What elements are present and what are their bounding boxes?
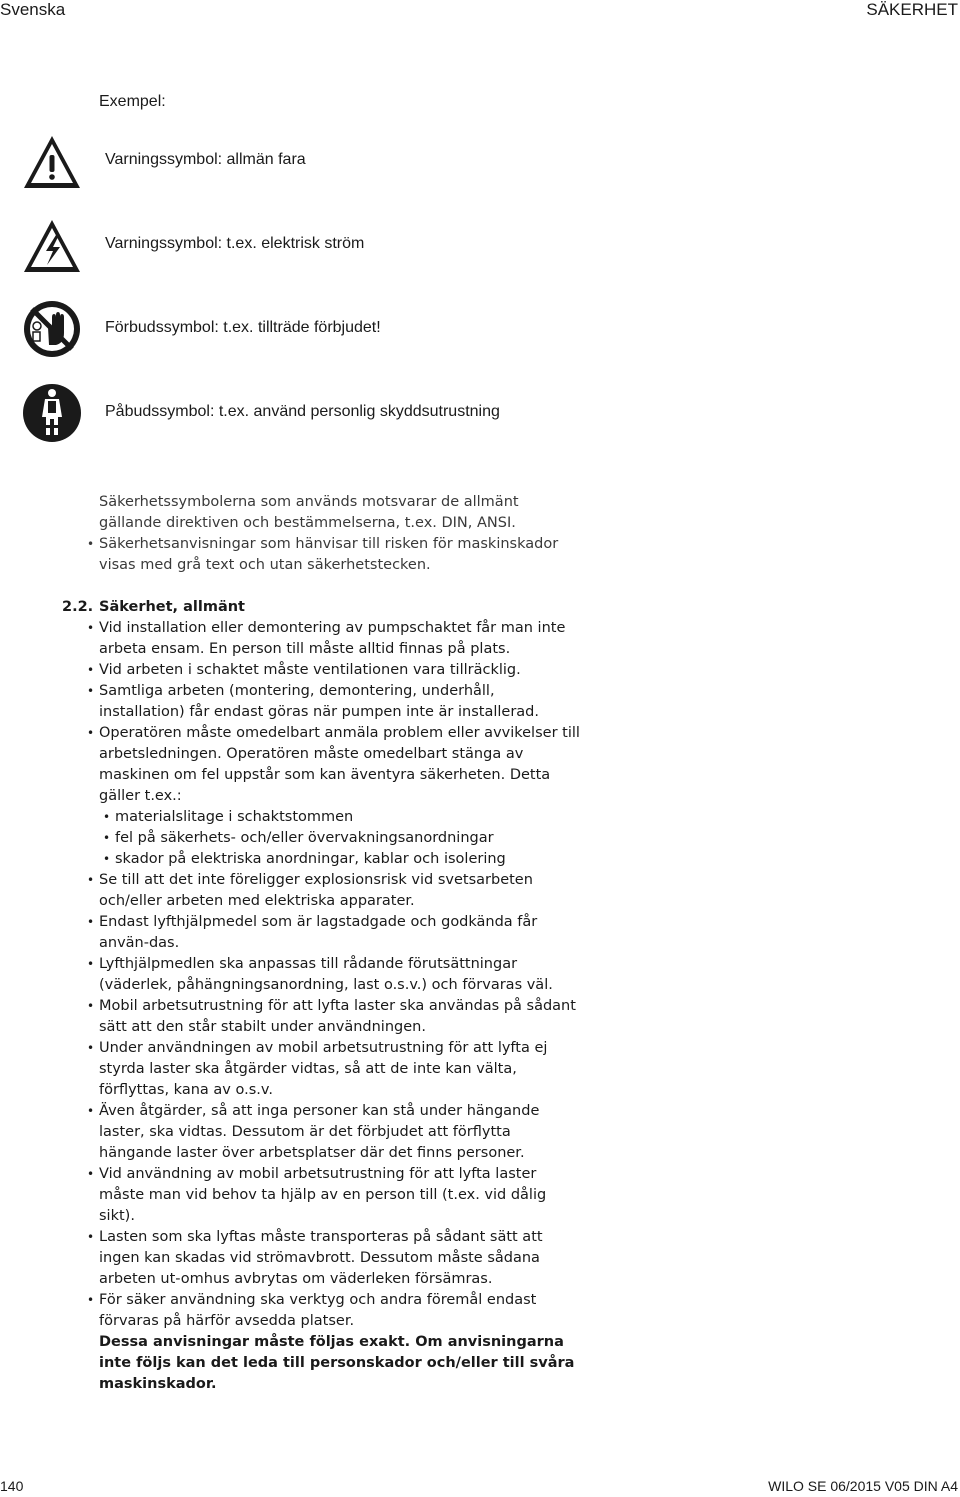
list-item: • Lasten som ska lyftas måste transporteras på sådant sätt att ingen kan skadas vid strömavbrott. Dessutom måste sådana arbeten ut-omhus avbrytas om väderleken försämras. — [99, 1227, 582, 1290]
symbol-label-no-access: Förbudssymbol: t.ex. tillträde förbjudet! — [105, 319, 381, 336]
intro-bullet-text: Säkerhetsanvisningar som hänvisar till risken för maskinskador visas med grå text och utan säkerhetstecken. — [99, 536, 559, 573]
list-item: • Endast lyfthjälpmedel som är lagstadgade och godkända får använ-das. — [99, 912, 582, 954]
list-item: • Se till att det inte föreligger explosionsrisk vid svetsarbeten och/eller arbeten med elektriska apparater. — [99, 870, 582, 912]
sub-list-item: • skador på elektriska anordningar, kablar och isolering — [115, 849, 582, 870]
page-number: 140 — [0, 1478, 24, 1494]
no-access-icon — [22, 299, 82, 359]
section-heading — [62, 597, 582, 618]
list-item: • Lyfthjälpmedlen ska anpassas till rådande förutsättningar (väderlek, påhängningsanordning, last o.s.v.) och förvaras väl. — [99, 954, 582, 996]
document-reference: WILO SE 06/2015 V05 DIN A4 — [768, 1478, 958, 1494]
list-item: • Även åtgärder, så att inga personer kan stå under hängande laster, ska vidtas. Dessutom är det förbjudet att förflytta hängande laster över arbetsplatser där det finns personer. — [99, 1101, 582, 1164]
list-item — [99, 723, 582, 870]
bullet-icon: • — [87, 537, 95, 551]
sub-list-item: • materialslitage i schaktstommen — [115, 807, 582, 828]
list-item: • Vid användning av mobil arbetsutrustning för att lyfta laster måste man vid behov ta hjälp av en person till (t.ex. vid dålig sikt). — [99, 1164, 582, 1227]
safety-list — [62, 618, 582, 1332]
list-item: • Vid installation eller demontering av pumpschaktet får man inte arbeta ensam. En person till måste alltid finnas på plats. — [99, 618, 582, 660]
section-number: 2.2. — [62, 599, 94, 615]
ppe-required-icon — [22, 383, 82, 443]
list-item: • Under användningen av mobil arbetsutrustning för att lyfta ej styrda laster ska åtgärder vidtas, så att de inte kan välta, förflyttas, kana av o.s.v. — [99, 1038, 582, 1101]
intro-paragraph: Säkerhetssymbolerna som används motsvarar de allmänt gällande direktiven och bestämmelserna, t.ex. DIN, ANSI. — [99, 494, 519, 531]
closing-note: Dessa anvisningar måste följas exakt. Om anvisningarna inte följs kan det leda till personskador och/eller till svåra maskinskador. — [99, 1334, 575, 1392]
list-item: • Samtliga arbeten (montering, demontering, underhåll, installation) får endast göras när pumpen inte är installerad. — [99, 681, 582, 723]
intro-bullet — [87, 534, 579, 576]
sub-list — [99, 807, 582, 870]
general-danger-icon — [22, 133, 82, 193]
header-language: Svenska — [0, 0, 66, 19]
symbol-label-general-danger: Varningssymbol: allmän fara — [105, 151, 306, 168]
section-safety-general — [62, 597, 582, 1395]
header-section: SÄKERHET — [866, 0, 958, 19]
list-item: • Vid arbeten i schaktet måste ventilationen vara tillräcklig. — [99, 660, 582, 681]
section-title: Säkerhet, allmänt — [99, 599, 245, 615]
example-label: Exempel: — [99, 93, 166, 110]
list-item-text: Operatören måste omedelbart anmäla problem eller avvikelser till arbetsledningen. Operatören måste omedelbart stänga av maskinen om fel uppstår som kan äventyra säkerheten. Detta gäller t.ex.: — [99, 725, 580, 804]
electric-hazard-icon — [22, 217, 82, 277]
sub-list-item: • fel på säkerhets- och/eller övervakningsanordningar — [115, 828, 582, 849]
symbol-label-ppe-required: Påbudssymbol: t.ex. använd personlig skyddsutrustning — [105, 403, 500, 420]
list-item: • För säker användning ska verktyg och andra föremål endast förvaras på härför avsedda platser. — [99, 1290, 582, 1332]
symbol-label-electric-hazard: Varningssymbol: t.ex. elektrisk ström — [105, 235, 365, 252]
list-item: • Mobil arbetsutrustning för att lyfta laster ska användas på sådant sätt att den står stabilt under användningen. — [99, 996, 582, 1038]
